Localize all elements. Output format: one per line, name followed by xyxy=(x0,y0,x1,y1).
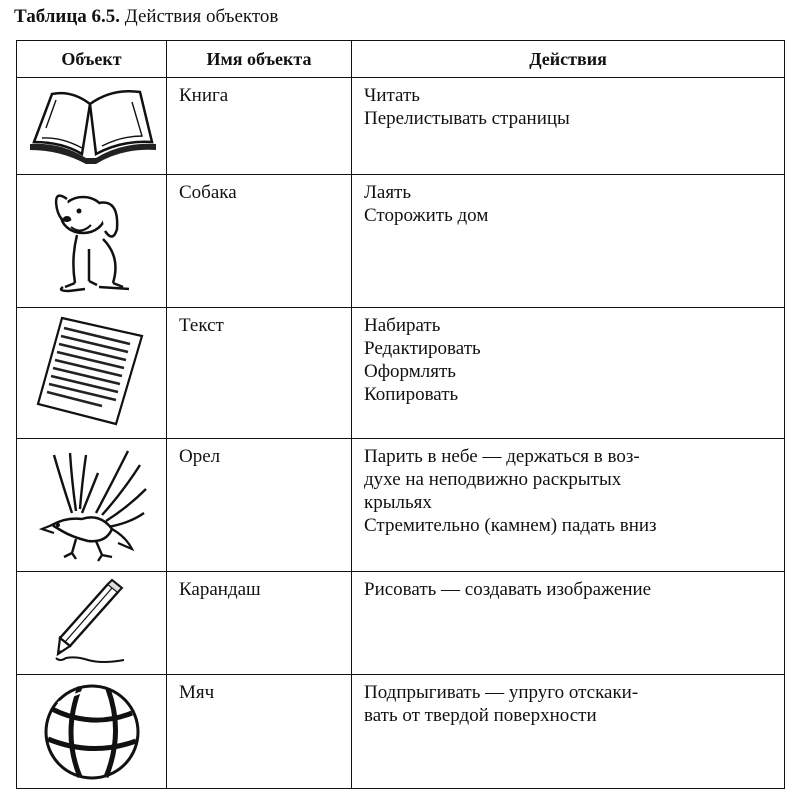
text-page-icon xyxy=(32,312,152,430)
action-line: крыльях xyxy=(364,492,432,513)
object-name: Орел xyxy=(167,439,352,572)
action-line: Рисовать — создавать изображение xyxy=(364,579,652,600)
object-actions xyxy=(352,572,785,675)
objects-actions-table xyxy=(16,40,785,789)
header-object: Объект xyxy=(17,41,167,78)
action-line: Сторожить дом xyxy=(364,205,489,226)
action-line: вать от твердой поверхности xyxy=(364,705,597,726)
action-line: Парить в небе — держаться в воз- xyxy=(364,446,640,467)
object-picture-cell xyxy=(17,439,167,572)
ball-icon xyxy=(32,679,152,785)
object-picture-cell xyxy=(17,78,167,175)
dog-icon xyxy=(37,179,147,303)
table-row xyxy=(17,78,785,175)
action-line: Редактировать xyxy=(364,338,481,359)
table-row xyxy=(17,439,785,572)
action-line: Лаять xyxy=(364,182,412,203)
action-line: Подпрыгивать — упруго отскаки- xyxy=(364,682,639,703)
table-row xyxy=(17,675,785,789)
table-row xyxy=(17,572,785,675)
object-name: Текст xyxy=(167,308,352,439)
caption-text: Действия объектов xyxy=(124,6,279,27)
action-line: Набирать xyxy=(364,315,441,336)
object-name: Книга xyxy=(167,78,352,175)
object-name: Мяч xyxy=(167,675,352,789)
table-caption xyxy=(14,6,278,28)
object-picture-cell xyxy=(17,675,167,789)
object-picture-cell xyxy=(17,572,167,675)
object-picture-cell xyxy=(17,175,167,308)
action-line: Копировать xyxy=(364,384,459,405)
table-row xyxy=(17,175,785,308)
pencil-icon xyxy=(32,576,152,670)
object-actions xyxy=(352,439,785,572)
caption-number: Таблица 6.5. xyxy=(14,6,121,27)
object-actions xyxy=(352,675,785,789)
header-row xyxy=(17,41,785,78)
object-name: Карандаш xyxy=(167,572,352,675)
table-row xyxy=(17,308,785,439)
action-line: Оформлять xyxy=(364,361,456,382)
action-line: Стремительно (камнем) падать вниз xyxy=(364,515,657,536)
header-object-name: Имя объекта xyxy=(167,41,352,78)
action-line: Читать xyxy=(364,85,420,106)
object-actions xyxy=(352,308,785,439)
object-actions xyxy=(352,78,785,175)
book-icon xyxy=(22,82,162,167)
header-actions: Действия xyxy=(352,41,785,78)
object-picture-cell xyxy=(17,308,167,439)
object-actions xyxy=(352,175,785,308)
eagle-icon xyxy=(32,443,152,565)
action-line: духе на неподвижно раскрытых xyxy=(364,469,622,490)
action-line: Перелистывать страницы xyxy=(364,108,570,129)
object-name: Собака xyxy=(167,175,352,308)
